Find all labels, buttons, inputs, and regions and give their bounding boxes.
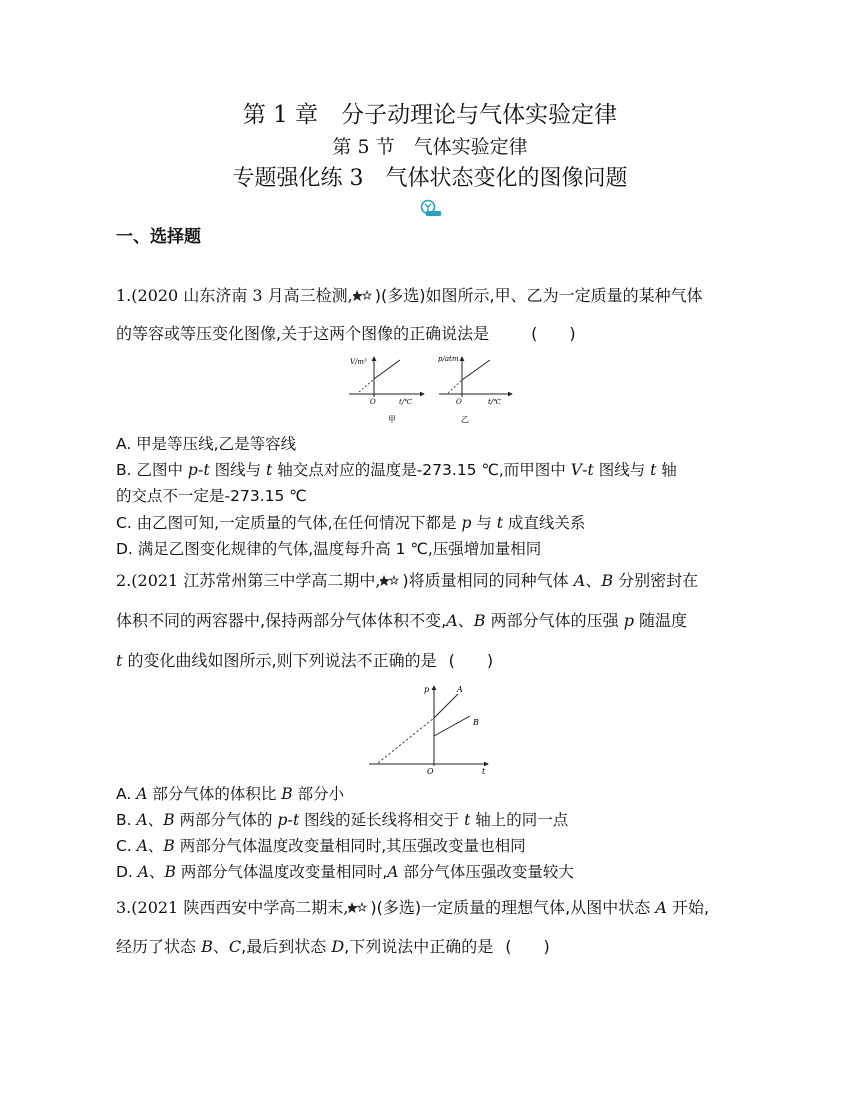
q2-line-b <box>434 716 470 736</box>
difficulty-star-icon <box>353 288 375 302</box>
q2-line3: t 的变化曲线如图所示,则下列说法不正确的是 ( ) <box>116 651 494 670</box>
q1-line2: 的等容或等压变化图像,关于这两个图像的正确说法是 ( ) <box>116 324 576 343</box>
q1-option-a: A. 甲是等压线,乙是等容线 <box>116 435 297 453</box>
q2-x-label: t <box>482 767 486 776</box>
q2-y-label: p <box>424 685 430 694</box>
q2-option-a: A. A 部分气体的体积比 B 部分小 <box>116 785 345 803</box>
q1-left-y-label: V/m³ <box>350 358 367 366</box>
q1-line1: 1.(2020 山东济南 3 月高三检测, )(多选)如图所示,甲、乙为一定质量的某种气体 <box>116 286 703 305</box>
q1-right-line <box>462 360 490 380</box>
q2-origin: O <box>427 767 434 776</box>
q1-right-caption: 乙 <box>461 415 469 424</box>
q1-figure <box>344 352 519 427</box>
q2-label-a: A <box>457 685 463 694</box>
section-heading: 一、选择题 <box>116 227 201 247</box>
difficulty-star-icon <box>348 900 370 914</box>
section-title: 第 5 节 气体实验定律 <box>332 136 528 158</box>
q1-left-dashed-extension <box>359 379 374 392</box>
q3-line2: 经历了状态 B、C,最后到状态 D,下列说法中正确的是 ( ) <box>116 937 550 956</box>
q1-right-origin: O <box>456 398 462 406</box>
q3-line1: 3.(2021 陕西西安中学高二期末, )(多选)一定质量的理想气体,从图中状态 A 开始, <box>116 898 710 917</box>
q1-left-line <box>374 360 400 379</box>
q2-dashed-extension <box>378 718 434 763</box>
q2-figure <box>364 680 494 776</box>
q1-option-c: C. 由乙图可知,一定质量的气体,在任何情况下都是 p 与 t 成直线关系 <box>116 514 586 532</box>
q2-label-b: B <box>473 718 479 727</box>
q1-right-y-label: p/atm <box>438 355 459 363</box>
q2-line2: 体积不同的两容器中,保持两部分气体体积不变,A、B 两部分气体的压强 p 随温度 <box>116 611 688 630</box>
q1-left-caption: 甲 <box>388 415 396 424</box>
q1-option-b-line2: 的交点不一定是-273.15 ℃ <box>116 487 307 505</box>
q2-line1: 2.(2021 江苏常州第三中学高二期中, )将质量相同的同种气体 A、B 分别密封在 <box>116 571 699 590</box>
q1-option-d: D. 满足乙图变化规律的气体,温度每升高 1 ℃,压强增加量相同 <box>116 540 542 558</box>
difficulty-star-icon <box>380 573 402 587</box>
q1-right-dashed-extension <box>448 380 462 393</box>
q2-line-a <box>434 694 458 718</box>
q2-option-c: C. A、B 两部分气体温度改变量相同时,其压强改变量也相同 <box>116 837 526 855</box>
topic-title: 专题强化练 3 气体状态变化的图像问题 <box>232 166 628 191</box>
q1-option-b: B. 乙图中 p-t 图线与 t 轴交点对应的温度是-273.15 ℃,而甲图中 V-t 图线与 t 轴 <box>116 461 677 479</box>
video-logo-icon <box>419 199 443 217</box>
chapter-title: 第 1 章 分子动理论与气体实验定律 <box>242 102 618 128</box>
q2-option-d: D. A、B 两部分气体温度改变量相同时,A 部分气体压强改变量较大 <box>116 863 574 881</box>
q1-left-x-label: t/℃ <box>399 398 413 406</box>
q1-right-x-label: t/℃ <box>488 398 502 406</box>
q1-left-origin: O <box>370 398 376 406</box>
q2-option-b: B. A、B 两部分气体的 p-t 图线的延长线将相交于 t 轴上的同一点 <box>116 811 569 829</box>
